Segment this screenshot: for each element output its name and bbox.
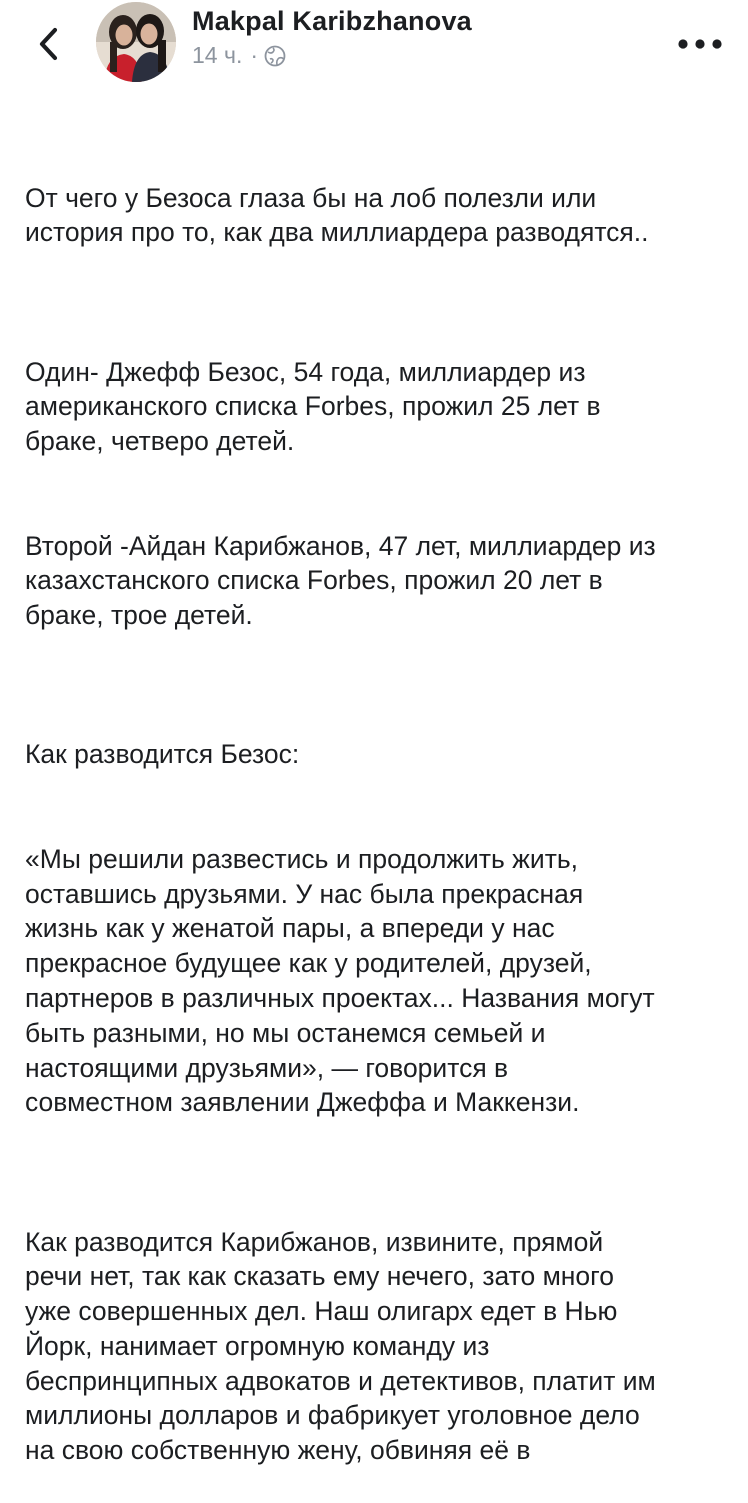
globe-icon xyxy=(264,45,286,67)
avatar[interactable] xyxy=(96,2,176,82)
back-button[interactable] xyxy=(26,22,70,66)
more-options-button[interactable] xyxy=(672,26,728,62)
post-header xyxy=(0,0,748,96)
more-horizontal-icon xyxy=(677,38,723,50)
post-text xyxy=(25,111,730,1503)
meta-separator: · xyxy=(250,42,259,68)
post-paragraph: Второй -Айдан Карибжанов, 47 лет, миллиардер из казахстанского списка Forbes, прожил 20 лет в браке, трое детей. xyxy=(25,530,656,631)
post-meta xyxy=(192,42,286,69)
post-paragraph: Один- Джефф Безос, 54 года, миллиардер из американского списка Forbes, прожил 25 лет в браке, четверо детей. xyxy=(25,356,601,457)
post-paragraph: Как разводится Карибжанов, извините, прямой речи нет, так как сказать ему нечего, зато много уже совершенных дел. Наш олигарх едет в Нью Йорк, нанимает огромную команду из беспринципных адвокатов и детективов, платит им миллионы долларов и фабрикует уголовное дело на свою собственную жену, обвиняя её в xyxy=(25,1226,656,1466)
post-time[interactable]: 14 ч. xyxy=(192,42,243,68)
post-paragraph: «Мы решили развестись и продолжить жить, оставшись друзьями. У нас была прекрасная жизнь как у женатой пары, а впереди у нас прекрасное будущее как у родителей, друзей, партнеров в различных проектах... Названия могут быть разными, но мы останемся семьей и настоящими друзьями», — говорится в совместном заявлении Джеффа и Маккензи. xyxy=(25,843,655,1118)
post-paragraph: От чего у Безоса глаза бы на лоб полезли или история про то, как два миллиардера разводятся.. xyxy=(25,182,649,248)
chevron-left-icon xyxy=(36,26,60,62)
post-paragraph: Как разводится Безос: xyxy=(25,739,300,770)
avatar-photo xyxy=(96,2,176,82)
author-name[interactable]: Makpal Karibzhanova xyxy=(192,6,472,36)
